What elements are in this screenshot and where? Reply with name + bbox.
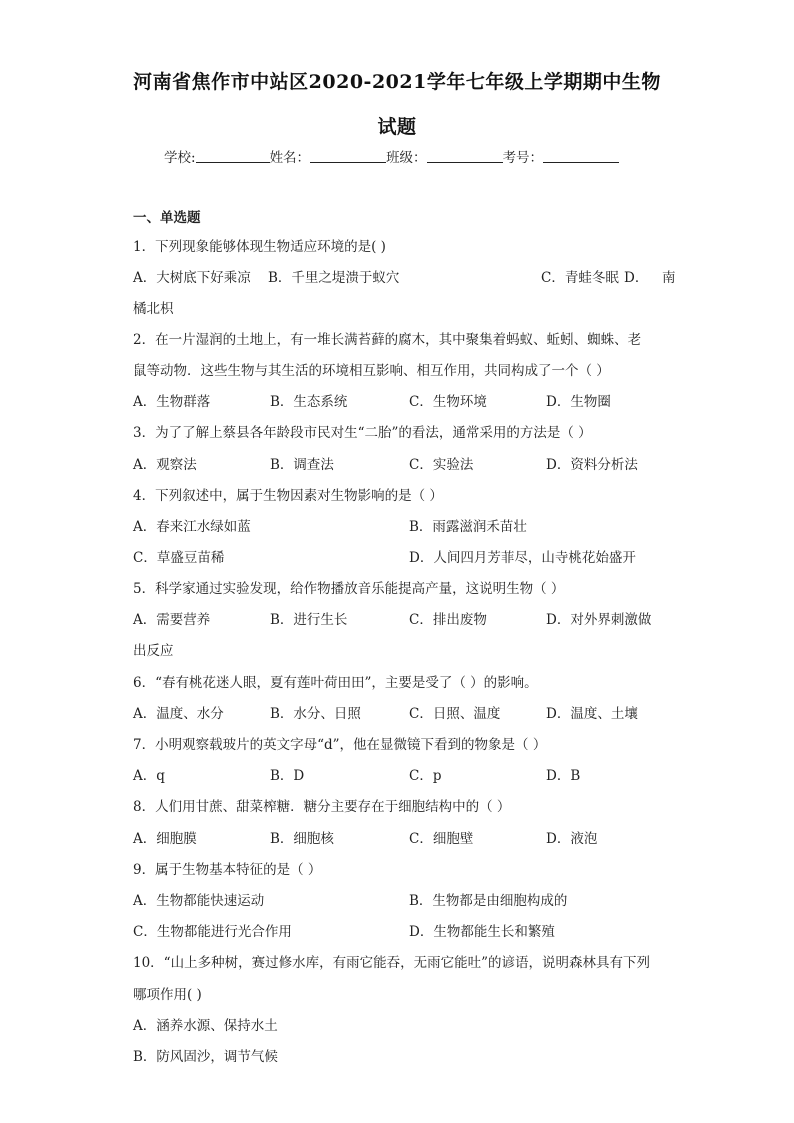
question-5-option-d[interactable]: D．对外界刺激做	[546, 612, 652, 628]
question-8-option-a[interactable]: A．细胞膜	[133, 831, 197, 847]
question-3-option-c[interactable]: C．实验法	[409, 457, 474, 473]
question-2-option-d[interactable]: D．生物圈	[546, 394, 611, 410]
name-label: 姓名：	[269, 150, 311, 166]
question-4-option-b[interactable]: B．雨露滋润禾苗壮	[409, 519, 527, 535]
question-4-stem: 4．下列叙述中，属于生物因素对生物影响的是（ ）	[133, 488, 443, 504]
question-9-option-a[interactable]: A．生物都能快速运动	[133, 893, 265, 909]
exam-number-label: 考号：	[502, 150, 544, 166]
question-3-stem: 3．为了了解上蔡县各年龄段市民对生“二胎”的看法，通常采用的方法是（ ）	[133, 425, 592, 441]
question-1-option-d-text-cont: 橘北枳	[133, 301, 174, 317]
question-2-stem-line-2: 鼠等动物．这些生物与其生活的环境相互影响、相互作用，共同构成了一个（ ）	[133, 363, 610, 379]
question-2-option-b[interactable]: B．生态系统	[270, 394, 348, 410]
student-info-row	[164, 146, 619, 166]
question-4-option-d[interactable]: D．人间四月芳菲尽，山寺桃花始盛开	[409, 550, 636, 566]
question-8-option-b[interactable]: B．细胞核	[270, 831, 334, 847]
question-1-option-d-text-start: 南	[662, 270, 676, 286]
exam-number-blank[interactable]	[543, 148, 619, 163]
question-2-option-a[interactable]: A．生物群落	[133, 394, 211, 410]
name-blank[interactable]	[310, 148, 386, 163]
question-3-option-b[interactable]: B．调查法	[270, 457, 334, 473]
question-6-option-d[interactable]: D．温度、土壤	[546, 706, 638, 722]
question-1-stem: 1．下列现象能够体现生物适应环境的是( )	[133, 239, 386, 255]
question-9-option-c[interactable]: C．生物都能进行光合作用	[133, 924, 292, 940]
school-blank[interactable]	[196, 148, 270, 163]
document-title-line-2: 试题	[377, 116, 417, 138]
question-3-option-a[interactable]: A．观察法	[133, 457, 197, 473]
question-8-option-c[interactable]: C．细胞壁	[409, 831, 474, 847]
question-6-option-a[interactable]: A．温度、水分	[133, 706, 224, 722]
question-10-option-a[interactable]: A．涵养水源、保持水土	[133, 1018, 278, 1034]
question-10-stem-line-2: 哪项作用( )	[133, 987, 202, 1003]
question-4-option-a[interactable]: A．春来江水绿如蓝	[133, 519, 251, 535]
question-5-option-c[interactable]: C．排出废物	[409, 612, 487, 628]
question-2-option-c[interactable]: C．生物环境	[409, 394, 487, 410]
question-5-option-a[interactable]: A．需要营养	[133, 612, 211, 628]
question-1-option-a[interactable]: A．大树底下好乘凉	[133, 270, 251, 286]
question-9-stem: 9．属于生物基本特征的是（ ）	[133, 862, 322, 878]
class-blank[interactable]	[427, 148, 503, 163]
question-7-option-a[interactable]: A．q	[133, 768, 165, 784]
document-title-line-1: 河南省焦作市中站区2020-2021学年七年级上学期期中生物	[133, 71, 661, 93]
question-6-option-c[interactable]: C．日照、温度	[409, 706, 501, 722]
question-5-stem: 5．科学家通过实验发现，给作物播放音乐能提高产量，这说明生物（ ）	[133, 581, 565, 597]
question-1-option-b[interactable]: B．千里之堤溃于蚁穴	[268, 270, 400, 286]
question-8-stem: 8．人们用甘蔗、甜菜榨糖．糖分主要存在于细胞结构中的（ ）	[133, 799, 511, 815]
question-7-option-b[interactable]: B．D	[270, 768, 305, 784]
section-heading: 一、单选题	[133, 210, 201, 226]
question-8-option-d[interactable]: D．液泡	[546, 831, 598, 847]
question-6-stem: 6．“春有桃花迷人眼，夏有莲叶荷田田”，主要是受了（ ）的影响。	[133, 675, 538, 691]
question-3-option-d[interactable]: D．资料分析法	[546, 457, 638, 473]
question-1-option-c[interactable]: C．青蛙冬眠	[541, 270, 619, 286]
question-10-option-b[interactable]: B．防风固沙，调节气候	[133, 1049, 278, 1065]
question-7-stem: 7．小明观察载玻片的英文字母“d”，他在显微镜下看到的物象是（ ）	[133, 737, 547, 753]
class-label: 班级：	[386, 150, 427, 166]
question-6-option-b[interactable]: B．水分、日照	[270, 706, 361, 722]
question-5-option-d-cont: 出反应	[133, 643, 174, 659]
question-9-option-d[interactable]: D．生物都能生长和繁殖	[409, 924, 555, 940]
question-2-stem-line-1: 2．在一片湿润的土地上，有一堆长满苔藓的腐木，其中聚集着蚂蚁、蚯蚓、蜘蛛、老	[133, 332, 642, 348]
question-7-option-d[interactable]: D．B	[546, 768, 581, 784]
question-10-stem-line-1: 10．“山上多种树，赛过修水库，有雨它能吞，无雨它能吐”的谚语，说明森林具有下列	[133, 955, 650, 971]
question-7-option-c[interactable]: C．p	[409, 768, 442, 784]
school-label: 学校:	[164, 150, 196, 166]
question-9-option-b[interactable]: B．生物都是由细胞构成的	[409, 893, 568, 909]
question-5-option-b[interactable]: B．进行生长	[270, 612, 348, 628]
question-4-option-c[interactable]: C．草盛豆苗稀	[133, 550, 225, 566]
question-1-option-d[interactable]: D．	[624, 270, 649, 286]
